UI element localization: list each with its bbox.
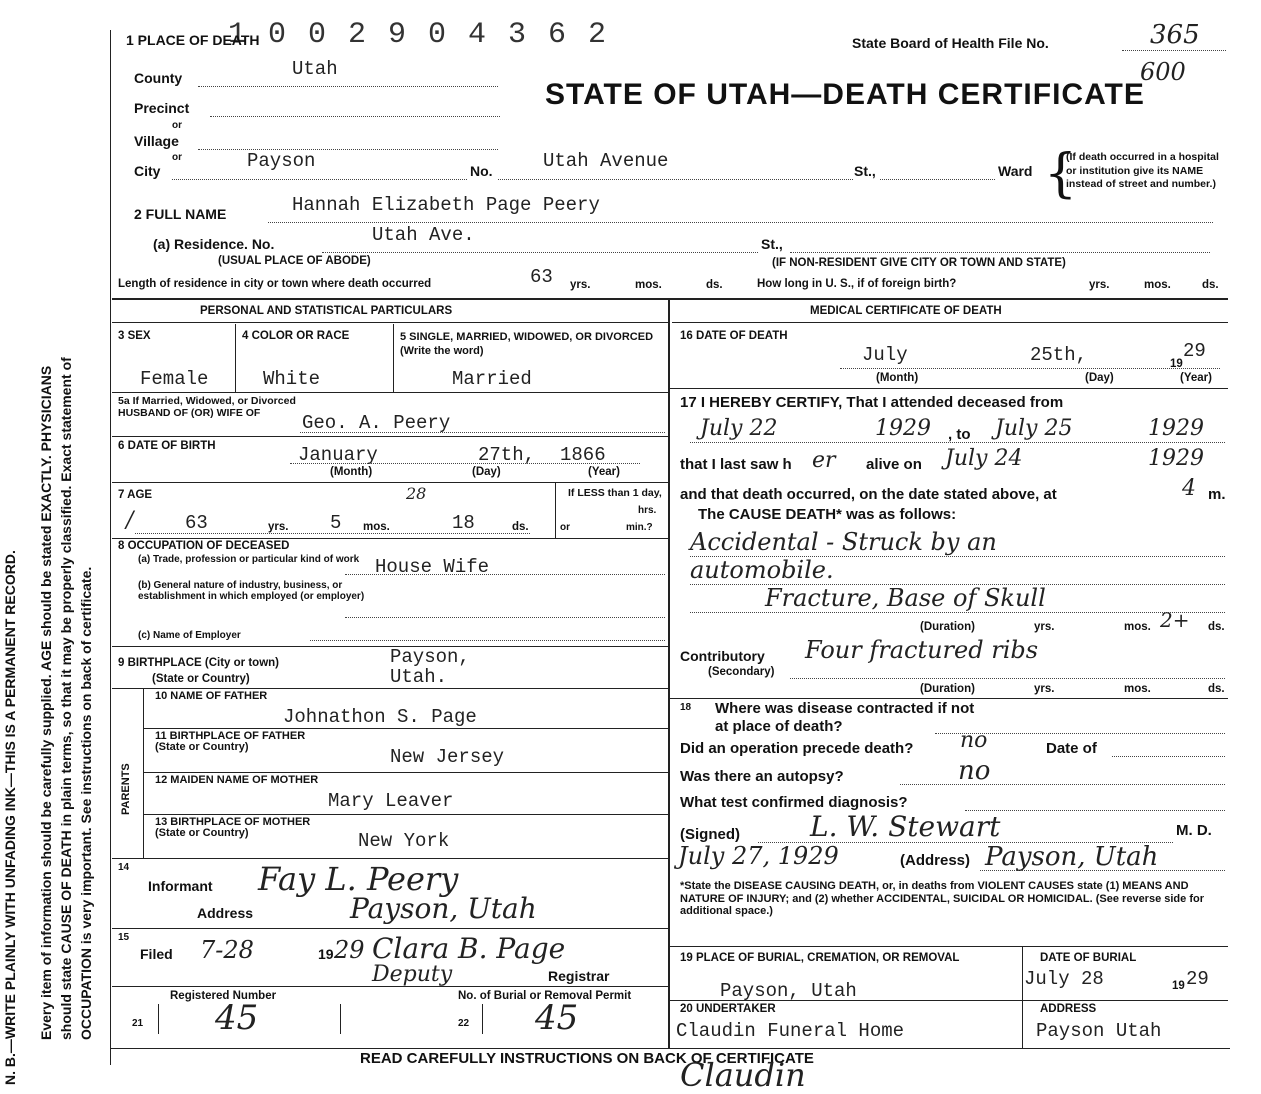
file-no: 365: [1150, 20, 1200, 50]
length-mos: mos.: [635, 279, 662, 291]
burial-year: 29: [1186, 968, 1209, 990]
where-contracted-label: Where was disease contracted if not at place of death?: [715, 700, 975, 735]
filed-label: Filed: [140, 946, 173, 962]
father-birthplace: New Jersey: [390, 746, 505, 768]
undertaker-signature: Claudin: [680, 1056, 806, 1094]
test-diagnosis-label: What test confirmed diagnosis?: [680, 794, 908, 811]
duration-value: 2+: [1160, 608, 1190, 632]
deputy: Deputy: [372, 962, 453, 987]
marital-value: Married: [452, 368, 532, 390]
cause-footnote: *State the DISEASE CAUSING DEATH, or, in deaths from VIOLENT CAUSES state (1) MEANS AND NATURE OF INJURY; and (2) whether ACCIDENTAL, SUICIDAL OR HOMICIDAL. (See reverse side for additional space.): [680, 880, 1204, 917]
age-or: or: [560, 522, 570, 533]
alive-on-label: alive on: [866, 456, 922, 473]
side-note-3: should state CAUSE OF DEATH in plain terms, so that it may be properly classified. Exact statement of: [58, 357, 74, 1040]
death-occurred-label: and that death occurred, on the date stated above, at: [680, 486, 1057, 503]
dod-month: July: [862, 344, 908, 366]
attend-to: July 25: [995, 416, 1073, 441]
us-yrs: yrs.: [1089, 279, 1110, 291]
duration-2-ds: ds.: [1208, 683, 1225, 695]
nonresident-label: (IF NON-RESIDENT GIVE CITY OR TOWN AND STATE): [772, 257, 1066, 269]
spouse-value: Geo. A. Peery: [302, 412, 451, 434]
operation-date-label: Date of: [1046, 740, 1097, 757]
sex-value: Female: [140, 368, 209, 390]
dod-month-label: (Month): [876, 372, 919, 384]
spouse-label: 5a If Married, Widowed, or Divorced HUSBAND OF (OR) WIFE OF: [118, 395, 296, 419]
age-min: min.?: [626, 522, 653, 533]
informant-signature: Fay L. Peery: [258, 860, 459, 898]
attend-to-year: 1929: [1148, 416, 1204, 441]
last-saw-label: that I last saw h: [680, 456, 792, 473]
birthplace-city: Payson,: [390, 646, 470, 668]
residence-st-label: St.,: [761, 236, 783, 252]
item-18: 18: [680, 702, 692, 713]
residence-label: (a) Residence. No.: [153, 236, 275, 252]
mother-name-label: 12 MAIDEN NAME OF MOTHER: [155, 774, 319, 786]
duration-2-yrs: yrs.: [1034, 683, 1055, 695]
dob-day: 27th,: [478, 444, 536, 466]
length-years-value: 63: [530, 266, 553, 288]
registered-number: 45: [215, 998, 259, 1038]
dob-label: 6 DATE OF BIRTH: [118, 440, 216, 452]
city-label: City: [134, 163, 161, 179]
burial-place-label: 19 PLACE OF BURIAL, CREMATION, OR REMOVAL: [680, 952, 960, 964]
attend-from-year: 1929: [875, 416, 931, 441]
age-ds: ds.: [512, 521, 529, 533]
dod-year-label: (Year): [1180, 372, 1212, 384]
dod-19: 19: [1170, 358, 1183, 370]
dob-month: January: [298, 444, 378, 466]
filed-number: 15: [118, 932, 130, 943]
county-label: County: [134, 70, 183, 86]
county-value: Utah: [292, 58, 338, 80]
stamp-number: 1 0 0 2 9 0 4 3 6 2: [228, 18, 609, 52]
informant-address: Payson, Utah: [350, 892, 537, 925]
race-value: White: [263, 368, 321, 390]
informant-address-label: Address: [197, 905, 254, 921]
ward-note: (If death occurred in a hospital or institution give its NAME instead of street and number.): [1066, 151, 1219, 190]
father-birthplace-label: 11 BIRTHPLACE OF FATHER (State or Country): [155, 730, 306, 753]
undertaker-label: 20 UNDERTAKER: [680, 1003, 776, 1015]
undertaker-value: Claudin Funeral Home: [676, 1020, 905, 1042]
race-label: 4 COLOR OR RACE: [242, 330, 350, 342]
ward-label: Ward: [998, 163, 1033, 179]
ward-brace: {: [1044, 144, 1078, 204]
operation-label: Did an operation precede death?: [680, 740, 914, 757]
medical-section-title: MEDICAL CERTIFICATE OF DEATH: [810, 305, 1002, 317]
bottom-border: [110, 1048, 1230, 1049]
length-yrs: yrs.: [570, 279, 591, 291]
dob-month-label: (Month): [330, 466, 373, 478]
secondary-label: (Secondary): [708, 666, 775, 678]
us-ds: ds.: [1202, 279, 1219, 291]
length-residence-label: Length of residence in city or town where death occurred: [118, 278, 432, 290]
column-divider: [668, 298, 670, 1048]
death-time: 4: [1182, 476, 1196, 501]
mother-birthplace: New York: [358, 830, 450, 852]
footer-instructions: READ CAREFULLY INSTRUCTIONS ON BACK OF CERTIFICATE: [360, 1050, 814, 1067]
burial-permit-number: 45: [535, 998, 579, 1038]
attend-from: July 22: [700, 416, 778, 441]
or-label-1: or: [172, 120, 182, 131]
duration-2-label: (Duration): [920, 683, 975, 695]
father-name: Johnathon S. Page: [283, 706, 477, 728]
duration-label: (Duration): [920, 621, 975, 633]
age-months: 5: [330, 512, 342, 534]
cause-line-2: automobile.: [690, 556, 834, 584]
mother-name: Mary Leaver: [328, 790, 454, 812]
sex-label: 3 SEX: [118, 330, 151, 342]
burial-22: 22: [458, 1018, 470, 1029]
cause-label: The CAUSE DEATH* was as follows:: [698, 506, 957, 523]
signed-date: July 27, 1929: [678, 842, 839, 870]
dob-year: 1866: [560, 444, 606, 466]
marital-label: 5 SINGLE, MARRIED, WIDOWED, OR DIVORCED (Write the word): [400, 331, 654, 357]
place-of-death-label: 1 PLACE OF DEATH: [126, 32, 260, 48]
occupation-value: House Wife: [375, 556, 490, 578]
date-of-death-label: 16 DATE OF DEATH: [680, 330, 788, 342]
length-ds: ds.: [706, 279, 723, 291]
file-no-2: 600: [1140, 58, 1186, 86]
burial-place: Payson, Utah: [720, 980, 857, 1002]
registered-number-label: Registered Number: [170, 990, 277, 1002]
village-label: Village: [134, 133, 179, 149]
age-mark: /: [126, 508, 134, 533]
md-label: M. D.: [1176, 822, 1212, 839]
dob-day-label: (Day): [472, 466, 501, 478]
age-hrs: hrs.: [638, 505, 657, 516]
parents-label: PARENTS: [120, 763, 132, 815]
physician-address: Payson, Utah: [985, 842, 1159, 872]
autopsy-value: no: [958, 756, 991, 786]
informant-number: 14: [118, 862, 130, 873]
certificate-title: STATE OF UTAH—DEATH CERTIFICATE: [545, 78, 1145, 111]
mother-birthplace-label: 13 BIRTHPLACE OF MOTHER (State or Country): [155, 816, 311, 839]
age-yrs: yrs.: [268, 521, 289, 533]
birthplace-state: Utah.: [390, 666, 448, 688]
occupation-label: 8 OCCUPATION OF DECEASED: [118, 540, 290, 552]
last-saw-date: July 24: [945, 446, 1023, 471]
residence-value: Utah Ave.: [372, 224, 475, 246]
side-note-1: N. B.—WRITE PLAINLY WITH UNFADING INK—THIS IS A PERMANENT RECORD.: [2, 550, 18, 1085]
contributory-value: Four fractured ribs: [805, 636, 1039, 664]
duration-ds: ds.: [1208, 621, 1225, 633]
duration-mos: mos.: [1124, 621, 1151, 633]
registered-21: 21: [132, 1018, 144, 1029]
st-label: St.,: [854, 163, 876, 179]
informant-label: Informant: [148, 878, 213, 894]
undertaker-address: Payson Utah: [1036, 1020, 1162, 1042]
physician-signature: L. W. Stewart: [810, 810, 1001, 843]
registrar-label: Registrar: [548, 968, 610, 984]
full-name-label: 2 FULL NAME: [134, 206, 227, 222]
operation-value: no: [960, 728, 988, 753]
birthplace-label: 9 BIRTHPLACE (City or town): [118, 657, 279, 669]
usual-abode-label: (USUAL PLACE OF ABODE): [218, 255, 371, 267]
side-instructions: [0, 0, 100, 1093]
filed-date: 7-28: [200, 936, 254, 964]
certify-label: 17 I HEREBY CERTIFY, That I attended deceased from: [680, 394, 1064, 411]
dod-day: 25th,: [1030, 344, 1088, 366]
signed-label: (Signed): [680, 826, 740, 843]
physician-address-label: (Address): [900, 852, 971, 869]
full-name-value: Hannah Elizabeth Page Peery: [292, 194, 600, 216]
street-no-label: No.: [470, 163, 493, 179]
us-mos: mos.: [1144, 279, 1171, 291]
last-saw-year: 1929: [1148, 446, 1204, 471]
time-m-label: m.: [1208, 486, 1226, 503]
dob-year-label: (Year): [588, 466, 620, 478]
street-value: Utah Avenue: [543, 150, 669, 172]
filed-19: 19: [318, 946, 334, 962]
contributory-label: Contributory: [680, 648, 765, 664]
burial-permit-label: No. of Burial or Removal Permit: [458, 990, 632, 1002]
age-days-alt: 28: [406, 484, 427, 503]
burial-19: 19: [1172, 980, 1185, 992]
us-residence-label: How long in U. S., if of foreign birth?: [757, 278, 957, 290]
occupation-c-label: (c) Name of Employer: [138, 630, 241, 641]
burial-date: July 28: [1024, 968, 1104, 990]
duration-2-mos: mos.: [1124, 683, 1151, 695]
last-saw-pronoun: er: [812, 448, 836, 473]
side-note-4: OCCUPATION is very important. See instructions on back of certificate.: [78, 566, 94, 1040]
occupation-b-label: (b) General nature of industry, business, or establishment in which employed (or employer): [138, 580, 365, 602]
father-name-label: 10 NAME OF FATHER: [155, 690, 268, 702]
autopsy-label: Was there an autopsy?: [680, 768, 844, 785]
age-years: 63: [185, 512, 208, 534]
undertaker-address-label: ADDRESS: [1040, 1003, 1097, 1015]
birthplace-state-label: (State or Country): [152, 673, 250, 685]
city-value: Payson: [247, 150, 316, 172]
or-label-2: or: [172, 152, 182, 163]
dod-year: 29: [1183, 340, 1206, 362]
age-less-label: If LESS than 1 day,: [568, 487, 662, 499]
age-days: 18: [452, 512, 475, 534]
duration-yrs: yrs.: [1034, 621, 1055, 633]
file-no-label: State Board of Health File No.: [852, 35, 1049, 51]
age-mos: mos.: [363, 521, 390, 533]
left-border: [110, 30, 111, 1065]
personal-section-title: PERSONAL AND STATISTICAL PARTICULARS: [200, 305, 453, 317]
filed-year: 29: [334, 936, 365, 964]
occupation-a-label: (a) Trade, profession or particular kind of work: [138, 554, 360, 565]
registrar-signature: Clara B. Page: [372, 932, 566, 965]
to-label: , to: [948, 426, 971, 443]
burial-date-label: DATE OF BURIAL: [1040, 952, 1137, 964]
precinct-label: Precinct: [134, 100, 190, 116]
side-note-2: Every item of information should be carefully supplied. AGE should be stated EXACTLY. PHYSICIANS: [38, 365, 54, 1040]
age-label: 7 AGE: [118, 489, 153, 501]
dod-day-label: (Day): [1085, 372, 1114, 384]
cause-line-1: Accidental - Struck by an: [690, 528, 997, 556]
cause-line-3: Fracture, Base of Skull: [765, 584, 1046, 612]
